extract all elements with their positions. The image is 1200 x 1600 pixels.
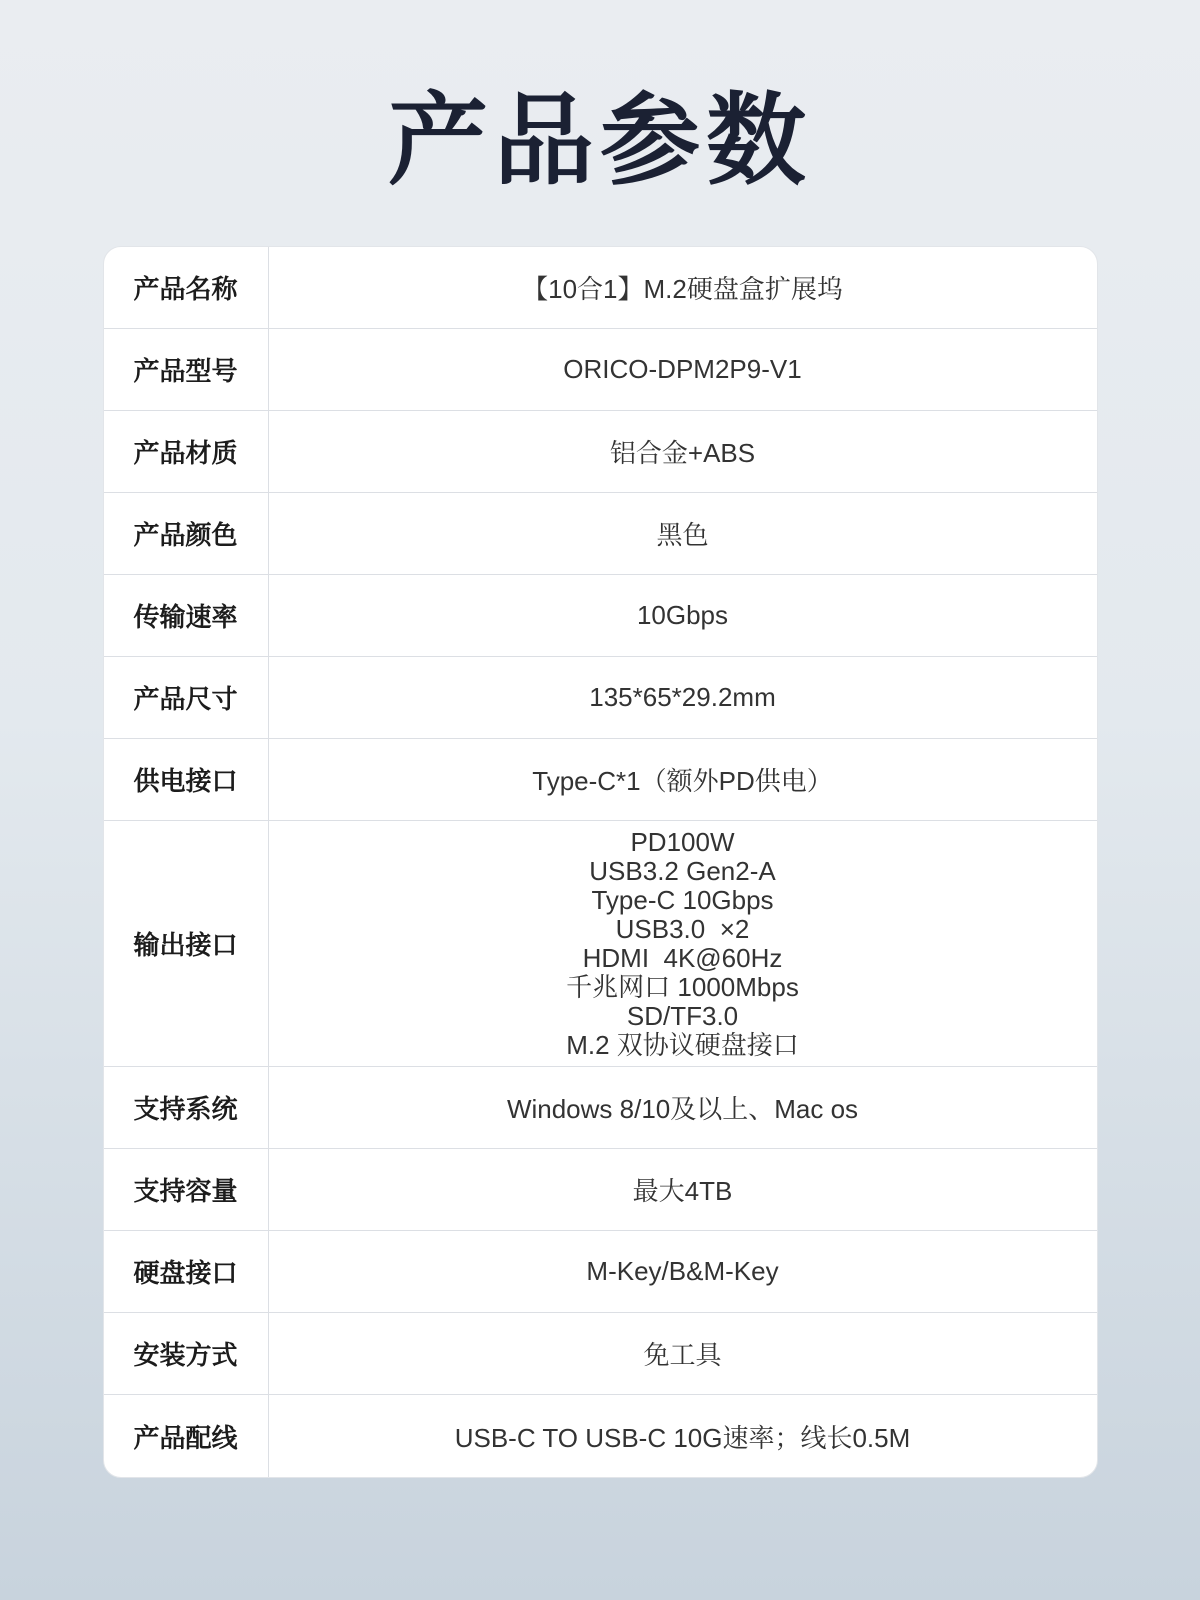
spec-table bbox=[103, 246, 1098, 1478]
table-row bbox=[104, 1313, 1097, 1395]
spec-label: 输出接口 bbox=[104, 821, 269, 1066]
table-row bbox=[104, 1149, 1097, 1231]
spec-value: USB-C TO USB-C 10G速率；线长0.5M bbox=[454, 1422, 911, 1453]
table-row bbox=[104, 821, 1097, 1067]
spec-value: ORICO-DPM2P9-V1 bbox=[563, 354, 802, 384]
spec-label: 支持系统 bbox=[104, 1067, 269, 1148]
spec-label: 产品尺寸 bbox=[104, 657, 269, 738]
spec-label: 传输速率 bbox=[104, 575, 269, 656]
table-row bbox=[104, 575, 1097, 657]
spec-value-line: SD/TF3.0 bbox=[626, 1000, 739, 1031]
spec-value-line: M.2 双协议硬盘接口 bbox=[566, 1029, 799, 1060]
spec-value-line: HDMI 4K@60Hz bbox=[582, 942, 783, 973]
spec-label: 产品配线 bbox=[104, 1395, 269, 1477]
spec-label: 产品型号 bbox=[104, 329, 269, 410]
table-row bbox=[104, 1067, 1097, 1149]
spec-value: Type-C*1（额外PD供电） bbox=[532, 766, 833, 796]
table-row bbox=[104, 1231, 1097, 1313]
spec-label: 硬盘接口 bbox=[104, 1231, 269, 1312]
spec-label: 产品名称 bbox=[104, 247, 269, 328]
spec-value: 135*65*29.2mm bbox=[589, 682, 776, 712]
table-row bbox=[104, 657, 1097, 739]
spec-value-line: Type-C 10Gbps bbox=[591, 884, 774, 915]
spec-value bbox=[269, 821, 1097, 1066]
spec-value: 10Gbps bbox=[636, 600, 729, 630]
spec-value-line: 千兆网口 1000Mbps bbox=[566, 971, 799, 1002]
table-row bbox=[104, 1395, 1097, 1477]
table-row bbox=[104, 739, 1097, 821]
spec-value: M-Key/B&M-Key bbox=[586, 1256, 779, 1286]
spec-value-line: USB3.0 ×2 bbox=[615, 913, 750, 944]
table-row bbox=[104, 329, 1097, 411]
page-title: 产品参数 bbox=[388, 85, 812, 197]
spec-label: 支持容量 bbox=[104, 1149, 269, 1230]
table-row bbox=[104, 411, 1097, 493]
table-row bbox=[104, 493, 1097, 575]
spec-value-line: USB3.2 Gen2-A bbox=[589, 855, 776, 886]
spec-value: 黑色 bbox=[656, 520, 709, 550]
spec-value: Windows 8/10及以上、Mac os bbox=[506, 1094, 859, 1124]
spec-value-line: PD100W bbox=[630, 826, 735, 857]
spec-label: 供电接口 bbox=[104, 739, 269, 820]
spec-value: 铝合金+ABS bbox=[609, 438, 756, 468]
spec-label: 安装方式 bbox=[104, 1313, 269, 1394]
spec-value: 【10合1】M.2硬盘盒扩展坞 bbox=[522, 274, 843, 304]
table-row bbox=[104, 247, 1097, 329]
spec-value: 最大4TB bbox=[632, 1176, 733, 1206]
spec-label: 产品颜色 bbox=[104, 493, 269, 574]
spec-label: 产品材质 bbox=[104, 411, 269, 492]
spec-value: 免工具 bbox=[643, 1340, 722, 1370]
